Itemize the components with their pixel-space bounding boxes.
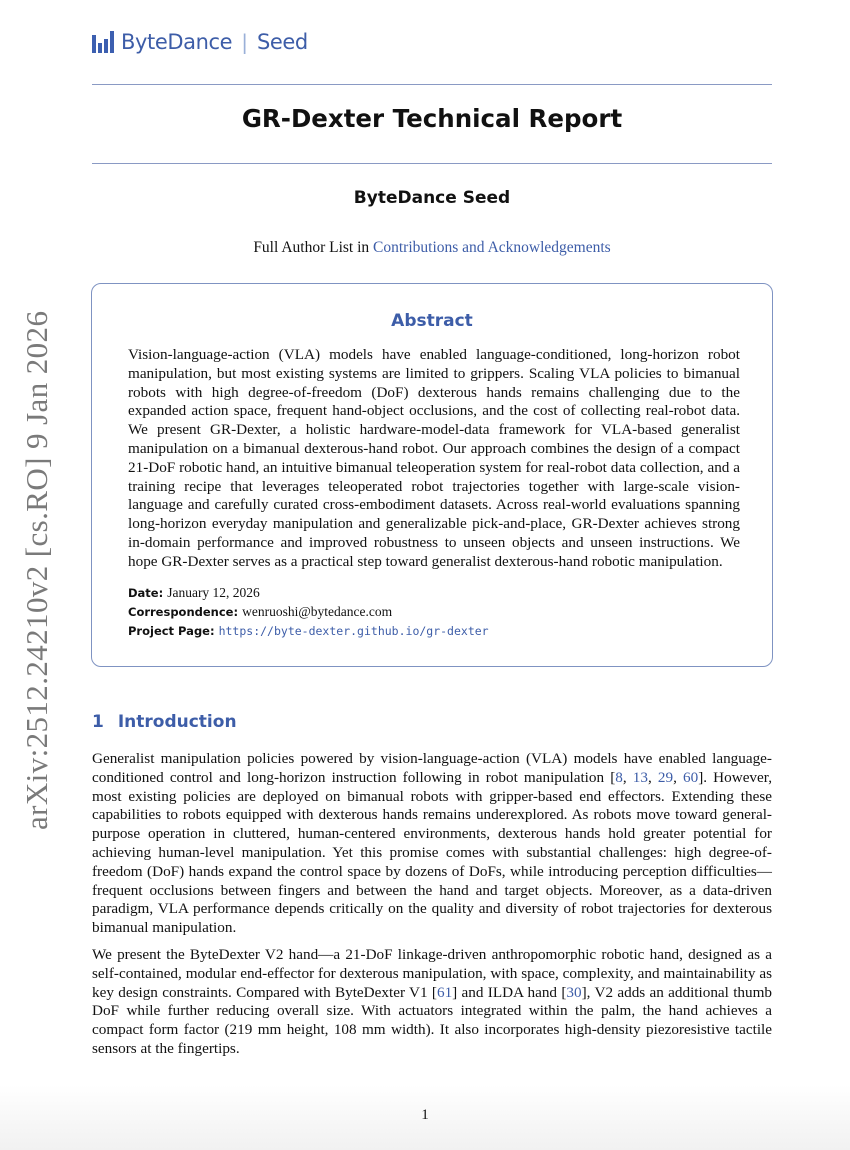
section-number: 1 [92,712,104,732]
project-page-label: Project Page: [128,624,215,638]
citation-link[interactable]: 29 [657,768,674,786]
citation-link[interactable]: 30 [566,983,582,1001]
paragraph-text: ] and ILDA hand [ [452,983,567,1001]
project-page-line [128,623,489,639]
citation-link[interactable]: 8 [615,768,623,786]
paragraph-text: ]. However, most existing policies are deployed on bimanual robots with gripper-based end effectors. Extending these capabilities to robots equipped with dexterous hands remains underexplored. As robots move toward general-purpose operation in cluttered, human-centered environments, dexterous hands hold greater potential for achieving human-level manipulation. Yet this promise comes with substantial challenges: high degree-of-freedom (DoF) hands expand the control space by dozens of DoFs, while introducing perception difficulties—frequent occlusions between fingers and between the hand and target objects. Moreover, as a data-driven paradigm, VLA performance depends critically on the quality and diversity of robot trajectories for dexterous bimanual manipulation. [92,768,773,937]
author-list-prefix: Full Author List in [253,239,370,256]
correspondence-email: wenruoshi@bytedance.com [242,604,393,619]
author-list-line [92,239,772,257]
paper-title: GR-Dexter Technical Report [241,104,623,133]
contributions-link[interactable]: Contributions and Acknowledgements [373,239,611,256]
citation-link[interactable]: 61 [436,983,453,1001]
citation-link[interactable]: 13 [632,768,648,786]
paragraph-text: ], V2 adds an additional thumb DoF while further reducing overall size. With actuators integrated within the palm, the hand achieves a compact form factor (219 mm height, 108 mm width). It also incorporates high-density piezoresistive tactile sensors at the fingertips. [92,983,773,1057]
date-line [128,585,260,601]
top-rule [92,84,772,85]
correspondence-label: Correspondence: [128,605,239,619]
brand-sub: Seed [256,30,308,54]
bytedance-logo-icon [92,31,114,53]
citation-link[interactable]: 60 [683,768,699,786]
correspondence-line [128,604,392,620]
section-title: Introduction [117,712,237,732]
abstract-heading: Abstract [391,311,473,331]
date-label: Date: [128,586,164,600]
paragraph-text: Generalist manipulation policies powered by vision-language-action (VLA) models have enabled language-conditioned control and long-horizon instruction following in robot manipulation [ [92,750,772,786]
project-page-link[interactable]: https://byte-dexter.github.io/gr-dexter [218,624,489,638]
brand-divider: | [241,30,248,54]
arxiv-identifier: arXiv:2512.24210v2 [cs.RO] 9 Jan 2026 [19,310,54,830]
title-rule [92,163,772,164]
date-value: January 12, 2026 [167,585,260,600]
brand-name: ByteDance [121,30,233,54]
abstract-text: Vision-language-action (VLA) models have enabled language-conditioned, long-horizon robot manipulation, but most existing systems are limited to grippers. Scaling VLA policies to bimanual robots with high degree-of-freedom (DoF) dexterous hands remains challenging due to the expanded action space, frequent hand-object occlusions, and the cost of collecting real-robot data. We present GR-Dexter, a holistic hardware-model-data framework for VLA-based generalist manipulation on a bimanual dexterous-hand robot. Our approach combines the design of a compact 21-DoF robotic hand, an intuitive bimanual teleoperation system for real-robot data collection, and a training recipe that leverages teleoperated robot trajectories together with large-scale vision-language and carefully curated cross-embodiment datasets. Across real-world evaluations spanning long-horizon everyday manipulation and generalizable pick-and-place, GR-Dexter achieves strong in-domain performance and improved robustness to unseen objects and unseen instructions. We hope GR-Dexter serves as a practical step toward generalist dexterous-hand robotic manipulation. [128,346,740,570]
intro-paragraph-2 [92,946,772,1059]
bytedance-seed-logo [92,30,308,54]
page-number: 1 [421,1107,429,1123]
intro-paragraph-1: Generalist manipulation policies powered by vision-language-action (VLA) models have enabled language-conditioned control and long-horizon instruction following in robot manipulation [8, 13, 29, 60]. However, most existing policies are deployed on bimanual robots with gripper-based end effectors. Extending these capabilities to robots equipped with dexterous hands remains underexplored. As robots move toward general-purpose operation in cluttered, human-centered environments, dexterous hands hold greater potential for achieving human-level manipulation. Yet this promise comes with substantial challenges: high degree-of-freedom (DoF) hands expand the control space by dozens of DoFs, while introducing perception difficulties—frequent occlusions between fingers and between the hand and target objects. Moreover, as a data-driven paradigm, VLA performance depends critically on the quality and diversity of robot trajectories for dexterous bimanual manipulation. [92,750,773,937]
organization: ByteDance Seed [353,188,511,208]
section-heading-introduction [92,712,237,732]
paragraph-text: We present the ByteDexter V2 hand—a 21-DoF linkage-driven anthropomorphic robotic hand, designed as a self-contained, modular end-effector for dexterous manipulation, with space, complexity, and maintainability as key design constraints. Compared with ByteDexter V1 [ [92,946,772,1001]
